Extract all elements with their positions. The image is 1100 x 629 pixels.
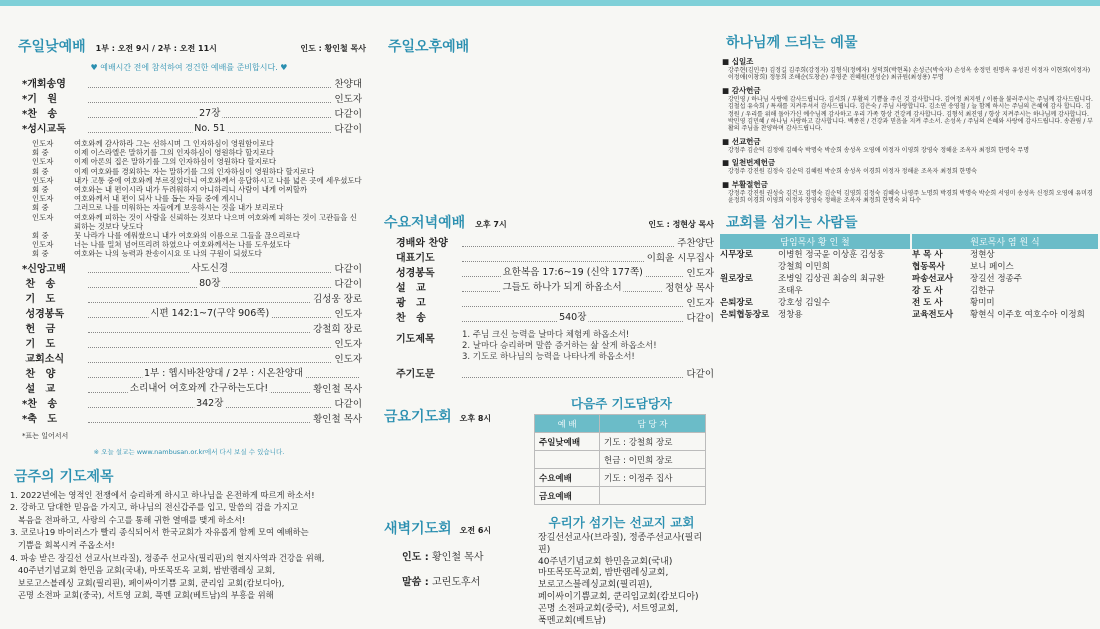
prayer-topic: 4. 파송 받은 장길선 선교사(브라질), 정종주 선교사(필리핀)의 현지사역과 건강을 위해, <box>10 552 325 563</box>
morning-order-leader: 황인철 목사 <box>313 383 362 395</box>
mission-line: 곤명 소전파교회(중국), 서트영교회, <box>538 603 679 614</box>
morning-order-label: 기 도 <box>22 293 56 305</box>
dawn-leader-label: 인도 : <box>402 552 429 563</box>
staff-row <box>912 285 1098 297</box>
staff-names: 조태우 <box>778 286 803 297</box>
responsive-line <box>32 157 362 166</box>
responsive-text: 여호와는 나의 능력과 찬송이시요 또 나의 구원이 되셨도다 <box>74 249 262 259</box>
next-week-row <box>535 487 706 505</box>
dawn-leader-line <box>402 548 534 563</box>
offering-group-heading: ■ 십일조 <box>722 57 754 66</box>
staff-role: 전 도 사 <box>912 298 943 309</box>
wednesday-order-label: 광 고 <box>396 298 426 309</box>
next-week-title: 다음주 기도담당자 <box>571 396 672 411</box>
staff-role: 교육전도사 <box>912 310 954 321</box>
wednesday-service-title: 수요저녁예배 <box>384 215 466 231</box>
offering-group-names: 강정주 김순덕 김정애 김혜숙 박명숙 박순희 송성옥 오영애 이정자 이영희 장영숙 정해윤 조옥자 최정희 한명숙 무명 <box>728 146 1030 154</box>
staff-title: 교회를 섬기는 사람들 <box>726 215 858 232</box>
wednesday-order-row <box>396 266 714 281</box>
next-week-row <box>535 451 706 469</box>
staff-row <box>720 261 910 273</box>
responsive-text: 이제 이스라엘은 말하기를 그의 인자하심이 영원하다 할지로다 <box>74 148 274 158</box>
responsive-line <box>32 194 362 203</box>
lords-prayer-label: 주기도문 <box>396 369 435 380</box>
morning-order-leader: 다같이 <box>334 278 362 290</box>
prayer-topic: 2. 강하고 담대한 믿음을 가지고, 하나님의 전신갑주를 입고, 말씀의 검을 가지고 <box>10 502 299 513</box>
prayer-topic: 3. 코로나19 바이러스가 빨리 종식되어서 한국교회가 자유롭게 함께 모여 예배하는 <box>10 527 309 538</box>
staff-role: 부 목 사 <box>912 250 943 261</box>
morning-order-label: *기 원 <box>22 94 57 105</box>
responsive-line <box>32 203 362 212</box>
dawn-word-label: 말씀 : <box>402 577 429 588</box>
responsive-line <box>32 213 362 231</box>
prayer-topic: 복음을 전파하고, 사랑의 수고를 통해 귀한 열매를 맺게 하소서! <box>10 514 246 525</box>
wednesday-order-leader: 다같이 <box>686 313 714 324</box>
offering-group-heading: ■ 일천번제헌금 <box>722 158 776 168</box>
wednesday-order-content: 그들도 하나가 되게 하옵소서 <box>502 282 622 293</box>
top-accent-bar <box>0 0 1100 6</box>
responsive-text: 이제 여호와를 경외하는 자는 말하기를 그의 인자하심이 영원하다 할지로다 <box>74 166 315 176</box>
next-week-service: 수요예배 <box>535 469 600 487</box>
morning-order-label: 찬 송 <box>22 278 56 290</box>
mission-line: 푹멘교회(베트남) <box>538 615 606 625</box>
offering-group-heading: ■ 감사헌금 <box>722 85 761 95</box>
morning-order-label: *성시교독 <box>22 124 66 135</box>
offering-group-heading: ■ 부활절헌금 <box>722 179 768 189</box>
morning-order-leader: 인도자 <box>334 308 362 320</box>
next-week-person: 기도 : 이정주 집사 <box>600 469 706 487</box>
morning-order-leader: 강철희 장로 <box>313 323 362 335</box>
staff-row <box>720 273 910 285</box>
responsive-speaker: 인도자 <box>32 212 54 222</box>
morning-order-row <box>22 262 362 277</box>
offering-group-names: 강정주 강진원 김정숙 김순덕 김혜원 박순희 송성옥 이경희 이정자 정해윤 조옥자 최정희 한명숙 <box>728 168 977 176</box>
staff-left-list <box>720 249 910 321</box>
morning-order-leader: 찬양대 <box>334 79 362 90</box>
morning-order-label: 성경봉독 <box>22 308 65 320</box>
morning-order-label: 찬 양 <box>22 368 56 380</box>
lords-prayer-row <box>396 367 714 382</box>
wednesday-order-leader: 이희윤 시무집사 <box>646 253 714 264</box>
lords-prayer-who: 다같이 <box>686 369 714 380</box>
offering-group-names: 강주현(김민주) 김정길 김주희(강정자) 김형식(정예자) 성덕희(박현록) 손성근(박숙자) 손성옥 송정민 원명옥 유성진 이정자 이현희(이정자) 이정애(이창희) 정동희 조해순(도창순) 주영준 진혜원(전성순) 최규원(최성용) 무명 <box>728 67 1091 82</box>
staff-row <box>720 285 910 297</box>
morning-service-column <box>4 16 374 625</box>
offerings-title: 하나님께 드리는 예물 <box>726 35 858 51</box>
offering-group <box>722 136 1094 154</box>
staff-names: 김한규 <box>970 286 995 297</box>
mission-line: 마또목또목교회, 밤반램레싱교회, <box>538 568 669 579</box>
offering-group <box>722 85 1094 133</box>
mission-line: 40주년기념교회 한민음교회(국내) <box>538 556 673 567</box>
responsive-text: 여호와께서 내 편이 되사 나를 돕는 자들 중에 계시니 <box>74 194 243 204</box>
wednesday-order-leader: 주찬양단 <box>677 238 714 249</box>
staff-names: 황현식 이주호 여호수아 이정희 <box>970 310 1085 321</box>
prayer-topic: 기쁨을 회복시켜 주옵소서! <box>10 540 115 551</box>
responsive-speaker: 회 중 <box>32 203 49 213</box>
morning-order-label: 헌 금 <box>22 323 56 335</box>
prayer-topic: 40주년기념교회 한민음 교회(국내), 마또목또옥 교회, 밤반램레싱 교회, <box>10 565 276 576</box>
staff-role <box>720 261 778 273</box>
wednesday-order-label: 경배와 찬양 <box>396 238 448 249</box>
morning-order-row <box>22 107 362 122</box>
morning-order-content: 사도신경 <box>191 262 229 274</box>
morning-order-row <box>22 307 362 322</box>
dawn-word: 고린도후서 <box>432 577 481 588</box>
morning-order-leader: 다같이 <box>334 124 362 135</box>
responsive-text: 여호와는 내 편이시라 내가 두려워하지 아니하리니 사람이 내게 어찌할까 <box>74 185 307 195</box>
morning-order-label: *축 도 <box>22 413 57 425</box>
responsive-text: 그러므로 나를 미워하는 자들에게 보응하시는 것을 내가 보리로다 <box>74 203 284 213</box>
offering-group-names: 강정주 강진원 권성숙 김건오 김명숙 김순덕 김영희 김정숙 김혜숙 나영주 노명희 박경희 박명숙 박순희 서영미 송성옥 신정희 오영애 유미경 윤정희 이경희 이영희 이정자 장영숙 정해윤 조옥자 최정희 한명숙 외 다수 <box>728 189 1093 205</box>
dawn-service-time: 오전 6시 <box>459 526 492 535</box>
prayer-topic: 곤명 소전파 교회(중국), 서트영 교회, 푹멘 교회(베트남)의 부흥을 위해 <box>10 590 274 601</box>
wednesday-order-label: 찬 송 <box>396 313 426 324</box>
mission-line: 장길선선교사(브라질), 정종주선교사(필리핀) <box>538 533 703 555</box>
next-week-row <box>535 433 706 451</box>
morning-order-leader: 다같이 <box>334 109 362 120</box>
staff-row <box>912 249 1098 261</box>
next-week-person: 헌금 : 이민희 장로 <box>600 451 706 469</box>
order-of-worship-1 <box>22 77 362 137</box>
morning-order-content: 1부 : 헵시바찬양대 / 2부 : 시온찬양대 <box>143 367 304 379</box>
offering-group <box>722 56 1094 82</box>
afternoon-service-title: 주일오후예배 <box>388 39 470 55</box>
dawn-word-line <box>402 573 534 588</box>
responsive-speaker: 회 중 <box>32 148 49 158</box>
standing-footnote: *표는 일어서서 <box>22 431 69 440</box>
wednesday-order-label: 대표기도 <box>396 253 435 264</box>
wednesday-service-time: 오후 7시 <box>475 220 507 229</box>
responsive-speaker: 인도자 <box>32 194 54 204</box>
next-week-person: 기도 : 강철희 장로 <box>600 433 706 451</box>
morning-order-row <box>22 292 362 307</box>
offerings-list <box>722 56 1094 204</box>
morning-order-row <box>22 322 362 337</box>
next-week-service: 주일낮예배 <box>535 433 600 451</box>
morning-order-leader: 다같이 <box>334 263 362 275</box>
offerings-column <box>720 16 1098 625</box>
staff-role: 시무장로 <box>720 250 753 261</box>
wednesday-order-content: 540장 <box>559 312 587 323</box>
emeritus-pastor-header: 원로목사 염 원 식 <box>912 234 1098 249</box>
morning-order-label: *찬 송 <box>22 398 57 410</box>
dawn-leader: 황인철 목사 <box>432 552 484 563</box>
worship-notice: ♥ 예배시간 전에 참석하여 경건한 예배를 준비합시다. ♥ <box>90 63 288 72</box>
morning-order-row <box>22 367 362 382</box>
morning-order-label: 설 교 <box>22 383 56 395</box>
responsive-speaker: 회 중 <box>32 231 49 241</box>
staff-row <box>720 297 910 309</box>
staff-row <box>912 273 1098 285</box>
responsive-line <box>32 148 362 157</box>
morning-order-leader: 인도자 <box>334 94 362 105</box>
staff-role: 은퇴협동장로 <box>720 310 770 321</box>
morning-service-title: 주일낮예배 <box>18 39 86 55</box>
morning-order-row <box>22 412 362 427</box>
order-of-worship-2 <box>22 262 362 427</box>
wednesday-order-leader: 정현상 목사 <box>665 283 714 294</box>
missions-list <box>538 533 709 625</box>
wednesday-order-label: 설 교 <box>396 283 426 294</box>
morning-order-content: 27장 <box>199 108 221 119</box>
offering-group-heading: ■ 선교헌금 <box>722 136 761 146</box>
responsive-text: 여호와께 피하는 것이 사람을 신뢰하는 것보다 나으며 여호와께 피하는 것이 고관들을 신뢰하는 것보다 낫도다 <box>74 212 357 231</box>
wednesday-order-row <box>396 251 714 266</box>
friday-service-title: 금요기도회 <box>384 409 452 425</box>
wednesday-order-leader: 인도자 <box>686 268 714 279</box>
staff-names: 정현상 <box>970 250 995 261</box>
staff-role: 원로장로 <box>720 274 753 285</box>
responsive-line <box>32 249 362 258</box>
responsive-reading <box>32 139 362 259</box>
responsive-speaker: 회 중 <box>32 185 49 195</box>
staff-names: 강철희 이민희 <box>778 262 830 273</box>
staff-row <box>912 297 1098 309</box>
responsive-line <box>32 139 362 148</box>
responsive-speaker: 인도자 <box>32 157 54 167</box>
staff-role: 은퇴장로 <box>720 298 753 309</box>
staff-role: 강 도 사 <box>912 286 943 297</box>
staff-right-list <box>912 249 1098 321</box>
morning-order-row <box>22 382 362 397</box>
mission-line: 페이싸이기쁨교회, 쿤리임교회(캄보디아) <box>538 591 699 602</box>
morning-order-leader: 인도자 <box>334 353 362 365</box>
morning-order-content: 소리내어 여호와께 간구하는도다! <box>129 382 269 394</box>
prayer-topics-title: 금주의 기도제목 <box>14 468 114 485</box>
responsive-speaker: 인도자 <box>32 139 54 148</box>
responsive-text: 이제 아론의 집은 말하기를 그의 인자하심이 영원하다 할지로다 <box>74 157 277 167</box>
staff-names: 황미미 <box>970 298 995 309</box>
wednesday-prayer-item: 3. 기도로 하나님의 능력을 나타나게 하옵소서! <box>462 352 635 362</box>
morning-service-leader: 인도 : 황인철 목사 <box>300 44 366 53</box>
other-services-column <box>384 16 714 625</box>
offering-group-names: 강민영 / 하나님 사랑에 감사드립니다. 김서희 / 부활의 기쁨을 주신 것 감사합니다. 김여정 최지원 / 이름을 불러주시는 주님께 감사드립니다. 김철섭 유숙희 / 특새를 지켜주셔서 감사드립니다. 김은숙 / 주님 사랑합니다. 김소연 송영철 / 늘 함께 하시는 주님의 은혜에 감사 합니다. 김정원 / 우리를 위해 돌아가신 예수님께 감사하고 우리 가족 항상 건강케 감사합니다. 김형석 최진영 / 항상 지켜주시는 하나님께 감사합니다. 박민영 김민혜 / 하나님 사랑하고 감사합니다. 백종진 / 건강과 믿음을 지켜 주소서. 손성옥 / 주님의 은혜와 사랑에 감사드립니다. 송관림 / 부활의 주님을 찬양하며 감사드립니다. <box>728 95 1093 133</box>
next-week-header-person: 담 당 자 <box>600 415 706 433</box>
next-week-service <box>535 451 600 469</box>
friday-service-time: 오후 8시 <box>459 414 492 423</box>
wednesday-prayer-label: 기도제목 <box>396 334 435 345</box>
morning-order-label: *신앙고백 <box>22 263 66 275</box>
senior-pastor-header: 담임목사 황 인 철 <box>720 234 910 249</box>
responsive-text: 뭇 나라가 나를 에워쌌으니 내가 여호와의 이름으로 그들을 끊으리로다 <box>74 231 300 241</box>
next-week-service: 금요예배 <box>535 487 600 505</box>
responsive-text: 여호와께 감사하라 그는 선하시며 그 인자하심이 영원함이로다 <box>74 139 274 148</box>
wednesday-order-row <box>396 311 714 326</box>
staff-row <box>720 249 910 261</box>
wednesday-service-leader: 인도 : 정현상 목사 <box>648 220 714 229</box>
website-note: ※ 오늘 설교는 www.nambusan.or.kr에서 다시 보실 수 있습니다. <box>93 447 285 456</box>
morning-order-row <box>22 92 362 107</box>
dawn-service-title: 새벽기도회 <box>384 521 452 537</box>
staff-names: 조병일 김상권 최승의 최규환 <box>778 274 885 285</box>
responsive-line <box>32 240 362 249</box>
morning-order-row <box>22 277 362 292</box>
morning-order-label: *개회송영 <box>22 79 66 90</box>
morning-order-leader: 인도자 <box>334 338 362 350</box>
staff-row <box>720 309 910 321</box>
staff-row <box>912 309 1098 321</box>
responsive-speaker: 인도자 <box>32 240 54 250</box>
morning-order-content: 80장 <box>199 277 221 289</box>
prayer-topic: 1. 2022년에는 영적인 전쟁에서 승리하게 하시고 하나님을 온전하게 따르게 하소서! <box>10 489 315 500</box>
missions-title: 우리가 섬기는 선교지 교회 <box>548 515 695 530</box>
prayer-topics-list <box>10 489 374 602</box>
staff-headers <box>720 234 1098 249</box>
responsive-speaker: 회 중 <box>32 249 49 259</box>
morning-order-leader: 황인철 목사 <box>313 413 362 425</box>
wednesday-order-row <box>396 236 714 251</box>
morning-order-label: 기 도 <box>22 338 56 350</box>
staff-role: 파송선교사 <box>912 274 954 285</box>
responsive-text: 내가 고통 중에 여호와께 부르짖었더니 여호와께서 응답하시고 나를 넓은 곳에 세우셨도다 <box>74 175 362 185</box>
morning-order-row <box>22 77 362 92</box>
offering-group <box>722 157 1094 175</box>
morning-service-times: 1부 : 오전 9시 / 2부 : 오전 11시 <box>95 44 217 53</box>
wednesday-order-label: 성경봉독 <box>396 268 435 279</box>
next-week-row <box>535 469 706 487</box>
morning-order-row <box>22 397 362 412</box>
staff-role: 협동목사 <box>912 262 945 273</box>
next-week-person <box>600 487 706 505</box>
morning-order-label: *찬 송 <box>22 109 57 120</box>
next-week-table <box>534 414 706 505</box>
staff-names: 이병헌 정국윤 이상훈 김성웅 <box>778 250 885 261</box>
morning-order-row <box>22 122 362 137</box>
prayer-topic: 보로고스블레싱 교회(필리핀), 페이싸이기쁨 교회, 쿤리임 교회(캄보디아), <box>10 577 285 588</box>
staff-names: 강호성 김일수 <box>778 298 830 309</box>
wednesday-prayer-item: 2. 날마다 승리하며 말씀 증거하는 삶 살게 하옵소서! <box>462 341 657 351</box>
staff-names: 장길선 정종주 <box>970 274 1022 285</box>
responsive-line <box>32 231 362 240</box>
morning-order-label: 교회소식 <box>22 353 65 365</box>
responsive-speaker: 회 중 <box>32 166 49 176</box>
staff-names: 보니 페이스 <box>970 262 1014 273</box>
staff-row <box>912 261 1098 273</box>
wednesday-order-row <box>396 296 714 311</box>
wednesday-order-leader: 인도자 <box>686 298 714 309</box>
morning-order-content: No. 51 <box>194 123 226 134</box>
wednesday-prayer-item: 1. 주님 크신 능력을 날마다 체험케 하옵소서! <box>462 330 630 340</box>
wednesday-prayer-list <box>462 330 657 363</box>
responsive-line <box>32 185 362 194</box>
wednesday-order-content: 요한복음 17:6~19 (신약 177쪽) <box>502 267 643 278</box>
morning-order-leader: 다같이 <box>334 398 362 410</box>
staff-names: 정창용 <box>778 310 803 321</box>
responsive-line <box>32 176 362 185</box>
responsive-text: 너는 나를 밀쳐 넘어뜨리려 하였으나 여호와께서는 나를 도우셨도다 <box>74 240 291 250</box>
offering-group <box>722 179 1094 205</box>
wednesday-order <box>396 236 714 326</box>
responsive-speaker: 인도자 <box>32 175 54 185</box>
staff-role <box>720 285 778 297</box>
next-week-header-service: 예 배 <box>535 415 600 433</box>
morning-order-content: 시편 142:1~7(구약 906쪽) <box>150 307 270 319</box>
mission-line: 보로고스블레싱교회(필리핀), <box>538 580 653 591</box>
morning-order-leader: 김성웅 장로 <box>313 293 362 305</box>
wednesday-order-row <box>396 281 714 296</box>
morning-order-row <box>22 352 362 367</box>
morning-order-content: 342장 <box>196 397 224 409</box>
responsive-line <box>32 167 362 176</box>
morning-order-row <box>22 337 362 352</box>
